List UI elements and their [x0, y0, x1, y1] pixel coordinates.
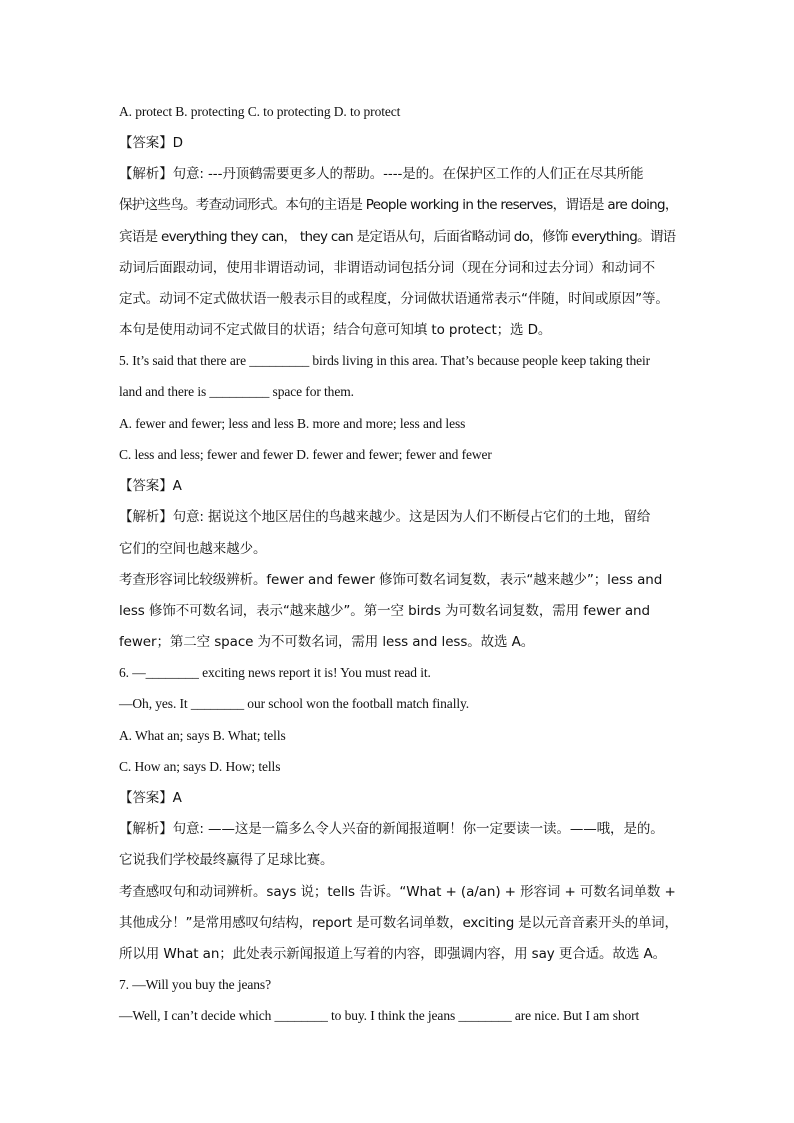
q4-analysis-line-3: 宾语是 everything they can， they can 是定语从句，后面省略动词 do，修饰 everything。谓语	[119, 229, 676, 245]
q5-analysis-line-4: less 修饰不可数名词，表示“越来越少”。第一空 birds 为可数名词复数，需用 fewer and	[119, 603, 650, 619]
q5-analysis-line-1: 【解析】句意: 据说这个地区居住的鸟越来越少。这是因为人们不断侵占它们的土地，留给	[119, 509, 651, 525]
q5-analysis-line-5: fewer；第二空 space 为不可数名词，需用 less and less。故选 A。	[119, 634, 535, 650]
q6-analysis-line-2: 它说我们学校最终赢得了足球比赛。	[119, 852, 334, 868]
q5-analysis-line-2: 它们的空间也越来越少。	[119, 541, 267, 557]
q4-analysis-line-1: 【解析】句意: ---丹顶鹤需要更多人的帮助。----是的。在保护区工作的人们正在尽其所能	[119, 166, 644, 182]
q5-options-cd: C. less and less; fewer and fewer D. fewer and fewer; fewer and fewer	[119, 447, 492, 462]
q4-answer: 【答案】D	[119, 135, 183, 151]
q6-options-ab: A. What an; says B. What; tells	[119, 728, 286, 743]
q4-analysis-line-6: 本句是使用动词不定式做目的状语；结合句意可知填 to protect；选 D。	[119, 322, 552, 338]
q6-analysis-line-1: 【解析】句意: ——这是一篇多么令人兴奋的新闻报道啊！你一定要读一读。——哦，是的。	[119, 821, 664, 837]
q5-answer: 【答案】A	[119, 478, 182, 494]
q4-analysis-line-4: 动词后面跟动词，使用非谓语动词，非谓语动词包括分词（现在分词和过去分词）和动词不	[119, 260, 655, 276]
q7-stem-line-1: 7. —Will you buy the jeans?	[119, 977, 271, 992]
q6-answer: 【答案】A	[119, 790, 182, 806]
q6-analysis-line-4: 其他成分！”是常用感叹句结构，report 是可数名词单数，exciting 是以元音音素开头的单词，	[119, 915, 678, 931]
q6-stem-line-2: —Oh, yes. It ________ our school won the football match finally.	[119, 696, 470, 711]
q4-analysis-line-5: 定式。动词不定式做状语一般表示目的或程度，分词做状语通常表示“伴随，时间或原因”等。	[119, 291, 669, 307]
q6-analysis-line-3: 考查感叹句和动词辨析。says 说；tells 告诉。“What + (a/an) + 形容词 + 可数名词单数 +	[119, 884, 676, 900]
q7-stem-line-2: —Well, I can’t decide which ________ to buy. I think the jeans ________ are nice. But I am short	[119, 1008, 640, 1023]
q4-options: A. protect B. protecting C. to protecting D. to protect	[119, 104, 401, 119]
q5-options-ab: A. fewer and fewer; less and less B. more and more; less and less	[119, 416, 466, 431]
q5-stem-line-1: 5. It’s said that there are _________ birds living in this area. That’s because people keep taking their	[119, 353, 651, 368]
q6-analysis-line-5: 所以用 What an；此处表示新闻报道上写着的内容，即强调内容，用 say 更合适。故选 A。	[119, 946, 666, 962]
q6-stem-line-1: 6. —________ exciting news report it is! You must read it.	[119, 665, 431, 680]
q5-analysis-line-3: 考查形容词比较级辨析。fewer and fewer 修饰可数名词复数，表示“越来越少”；less and	[119, 572, 663, 588]
q4-analysis-line-2: 保护这些鸟。考查动词形式。本句的主语是 People working in the reserves，谓语是 are doing，	[119, 197, 678, 213]
q5-stem-line-2: land and there is _________ space for them.	[119, 384, 354, 399]
q6-options-cd: C. How an; says D. How; tells	[119, 759, 281, 774]
